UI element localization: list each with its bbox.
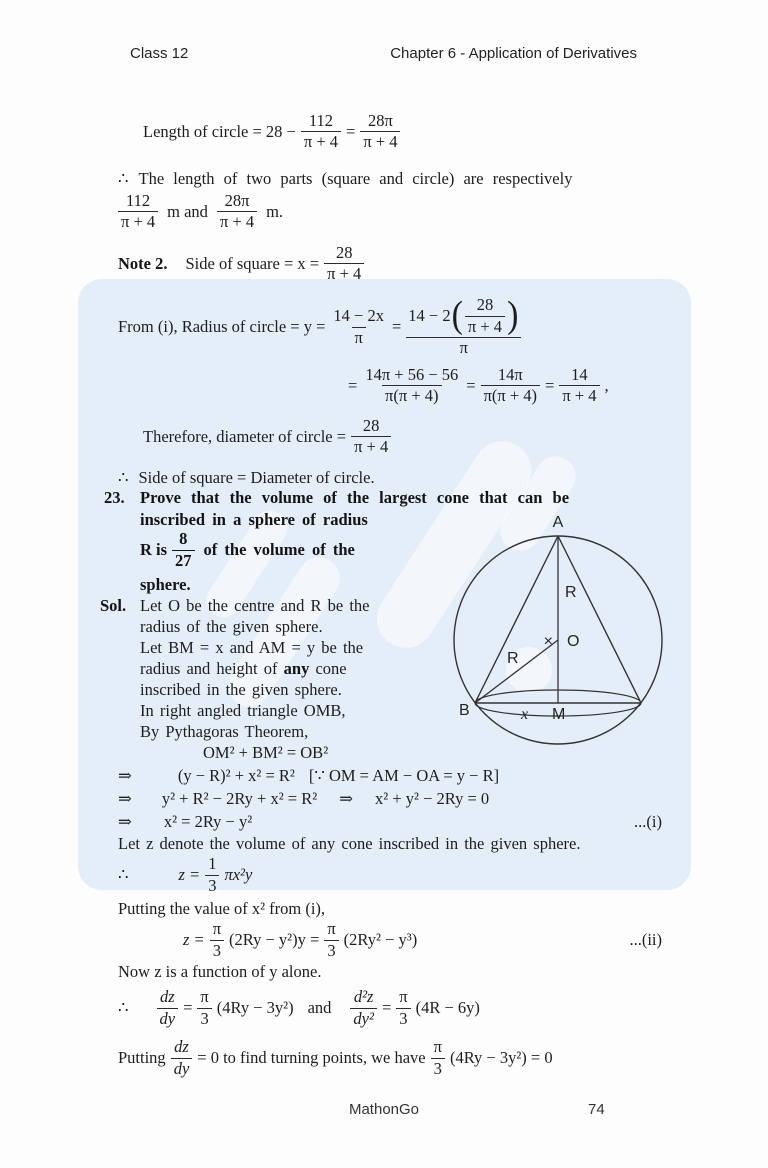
label-R-slant: R xyxy=(507,650,519,667)
eq-body: (2Ry − y²)y = xyxy=(229,930,320,949)
big-numerator xyxy=(406,296,521,337)
eq-body: (4Ry − 3y²) xyxy=(216,998,294,1017)
eq-length-of-circle xyxy=(143,112,405,152)
class-label: Class 12 xyxy=(130,45,189,62)
equals-sign: = xyxy=(391,317,402,336)
line-putting-x2: Putting the value of x² from (i), xyxy=(118,899,326,918)
equals-sign: = xyxy=(183,998,193,1017)
note-label: Note 2. xyxy=(118,253,168,273)
eq-text: Therefore, diameter of circle = xyxy=(143,426,347,446)
eq-body: x² + y² − 2Ry = 0 xyxy=(375,789,490,808)
label-x: x xyxy=(521,706,529,723)
question-line2: inscribed in a sphere of radius xyxy=(140,510,368,529)
eq-volume-expanded xyxy=(183,918,417,962)
line-text: The length of two parts (square and circle) are respectively xyxy=(138,169,573,188)
therefore-symbol: ∴ xyxy=(118,998,129,1017)
eq-text: From (i), Radius of circle = y = xyxy=(118,317,326,336)
close-paren: ) xyxy=(507,294,519,336)
note2-line xyxy=(118,244,369,284)
cone-in-sphere-figure xyxy=(437,505,680,750)
question-text: of the volume of the xyxy=(203,540,355,559)
eq-body: (4R − 6y) xyxy=(415,998,480,1017)
fraction: $\frac{28}{\pi + 4}$ xyxy=(324,244,364,284)
eq-lhs: z = xyxy=(178,865,201,884)
eq-derivatives xyxy=(118,983,480,1033)
question-text: R is xyxy=(140,540,168,559)
implies-arrow: ⇒ xyxy=(118,812,132,831)
eq-body: (4Ry − 3y²) = 0 xyxy=(449,1048,553,1067)
therefore-symbol: ∴ xyxy=(118,865,129,884)
big-denominator: π xyxy=(406,337,521,357)
fraction: $\frac{14 - 2x}{\pi}$ xyxy=(333,306,384,347)
fraction: $\frac{\pi}{3}$ xyxy=(210,920,224,960)
fraction: $\frac{112}{\pi + 4}$ xyxy=(301,112,341,152)
label-A: A xyxy=(552,514,564,531)
eq-text: Putting xyxy=(118,1048,166,1067)
sol-text-bold: any xyxy=(283,659,310,678)
fraction-dz-dy: $\frac{dz}{dy}$ xyxy=(157,988,179,1028)
eq-step2 xyxy=(118,766,499,786)
equals-sign: = xyxy=(381,998,392,1017)
eq-step3 xyxy=(118,789,489,809)
eq-body: x² = 2Ry − y² xyxy=(163,812,253,831)
therefore-symbol: ∴ xyxy=(118,468,129,487)
eq-lhs: z = xyxy=(183,930,205,949)
big-fraction xyxy=(406,296,521,357)
fraction: $\frac{28\pi}{\pi + 4}$ xyxy=(360,112,400,152)
fraction: $\frac{14\pi}{\pi(\pi + 4)}$ xyxy=(481,366,540,406)
eq-body: (2Ry² − y³) xyxy=(343,930,418,949)
eq-text: = 0 to find turning points, we have xyxy=(197,1048,426,1067)
fraction-d2z-dy2: $\frac{\text{d²z}}{\text{dy²}}$ xyxy=(350,988,377,1028)
eq-body: (y − R)² + x² = R² xyxy=(177,766,295,785)
sol-line: By Pythagoras Theorem, xyxy=(140,722,309,741)
sol-line: inscribed in the given sphere. xyxy=(140,680,342,699)
implies-arrow: ⇒ xyxy=(118,789,132,808)
open-paren: ( xyxy=(451,294,463,336)
label-M: M xyxy=(552,706,566,723)
line-side-equals-diameter xyxy=(118,468,375,488)
line-text: m and xyxy=(167,201,208,221)
fraction: $\frac{\pi}{3}$ xyxy=(197,988,211,1028)
label-B: B xyxy=(459,702,470,719)
eq-step4 xyxy=(118,812,252,832)
line-let-z: Let z denote the volume of any cone inscribed in the given sphere. xyxy=(118,834,581,853)
eq-volume xyxy=(118,853,252,897)
equals-sign: = xyxy=(346,121,356,141)
eq-text: and xyxy=(307,998,332,1017)
eq-pythagoras: OM² + BM² = OB² xyxy=(203,743,329,762)
line-text: Side of square = Diameter of circle. xyxy=(138,468,375,487)
sol-line: radius of the given sphere. xyxy=(140,617,323,636)
eq-from-i xyxy=(118,288,526,366)
chapter-title: Chapter 6 - Application of Derivatives xyxy=(390,45,637,62)
question-line3 xyxy=(140,528,355,572)
sol-text: cone xyxy=(315,659,347,678)
fraction: $\frac{1}{3}$ xyxy=(205,855,219,895)
label-R-height: R xyxy=(565,584,577,601)
line-now-z: Now z is a function of y alone. xyxy=(118,962,322,981)
fraction: $\frac{14}{\pi + 4}$ xyxy=(559,366,599,406)
line-two-parts xyxy=(118,169,572,189)
cone-slant-left xyxy=(475,536,558,703)
label-O: O xyxy=(567,633,580,650)
fraction: $\frac{28}{\pi + 4}$ xyxy=(465,296,505,336)
fraction: $\frac{\pi}{3}$ xyxy=(324,920,338,960)
fraction: $\frac{\pi}{3}$ xyxy=(396,988,410,1028)
equals-sign: = xyxy=(545,375,555,395)
implies-arrow: ⇒ xyxy=(339,789,354,808)
footer-brand: MathonGo xyxy=(348,1101,420,1118)
question-number: 23. xyxy=(104,488,125,507)
sol-line xyxy=(140,659,347,679)
sol-line: In right angled triangle OMB, xyxy=(140,701,346,720)
sol-line: Let O be the centre and R be the xyxy=(140,596,370,615)
question-line4: sphere. xyxy=(140,575,191,594)
equals-sign: = xyxy=(466,375,476,395)
fraction: $\frac{112}{\pi + 4}$ xyxy=(118,192,158,232)
eq-rhs: πx²y xyxy=(224,865,253,884)
comma: , xyxy=(604,375,609,395)
equals-sign: = xyxy=(348,375,358,395)
therefore-symbol: ∴ xyxy=(118,169,129,188)
implies-arrow: ⇒ xyxy=(118,766,132,785)
sol-line: Let BM = x and AM = y be the xyxy=(140,638,364,657)
eq-body: y² + R² − 2Ry + x² = R² xyxy=(161,789,318,808)
question-line1: Prove that the volume of the largest cone that can be xyxy=(140,488,570,507)
eq-text: Length of circle = 28 − xyxy=(143,121,296,141)
center-cross: × xyxy=(543,633,553,650)
fraction: $\frac{\pi}{3}$ xyxy=(431,1038,445,1078)
footer-page-number: 74 xyxy=(588,1101,605,1118)
fraction: $\frac{8}{27}$ xyxy=(172,530,195,570)
note-text: Side of square = x = xyxy=(185,253,320,273)
eq-turning-points xyxy=(118,1033,553,1083)
eq-chain xyxy=(348,366,609,406)
line-parts-values xyxy=(118,192,283,232)
eq-tag-i: ...(i) xyxy=(634,812,662,831)
sol-text: radius and height of xyxy=(140,659,278,678)
eq-note: [∵ OM = AM − OA = y − R] xyxy=(308,766,500,785)
eq-diameter xyxy=(143,417,396,457)
cone-slant-right xyxy=(558,536,641,703)
fraction-dz-dy: $\frac{dz}{dy}$ xyxy=(171,1038,193,1078)
fraction: $\frac{28\pi}{\pi + 4}$ xyxy=(217,192,257,232)
line-text: m. xyxy=(266,201,284,221)
fraction: $\frac{28}{\pi + 4}$ xyxy=(351,417,391,457)
eq-text: 14 − 2 xyxy=(408,306,451,326)
fraction: $\frac{14\pi + 56 - 56}{\pi(\pi + 4)}$ xyxy=(365,365,459,406)
eq-tag-ii: ...(ii) xyxy=(629,930,662,949)
sol-label: Sol. xyxy=(100,596,127,615)
